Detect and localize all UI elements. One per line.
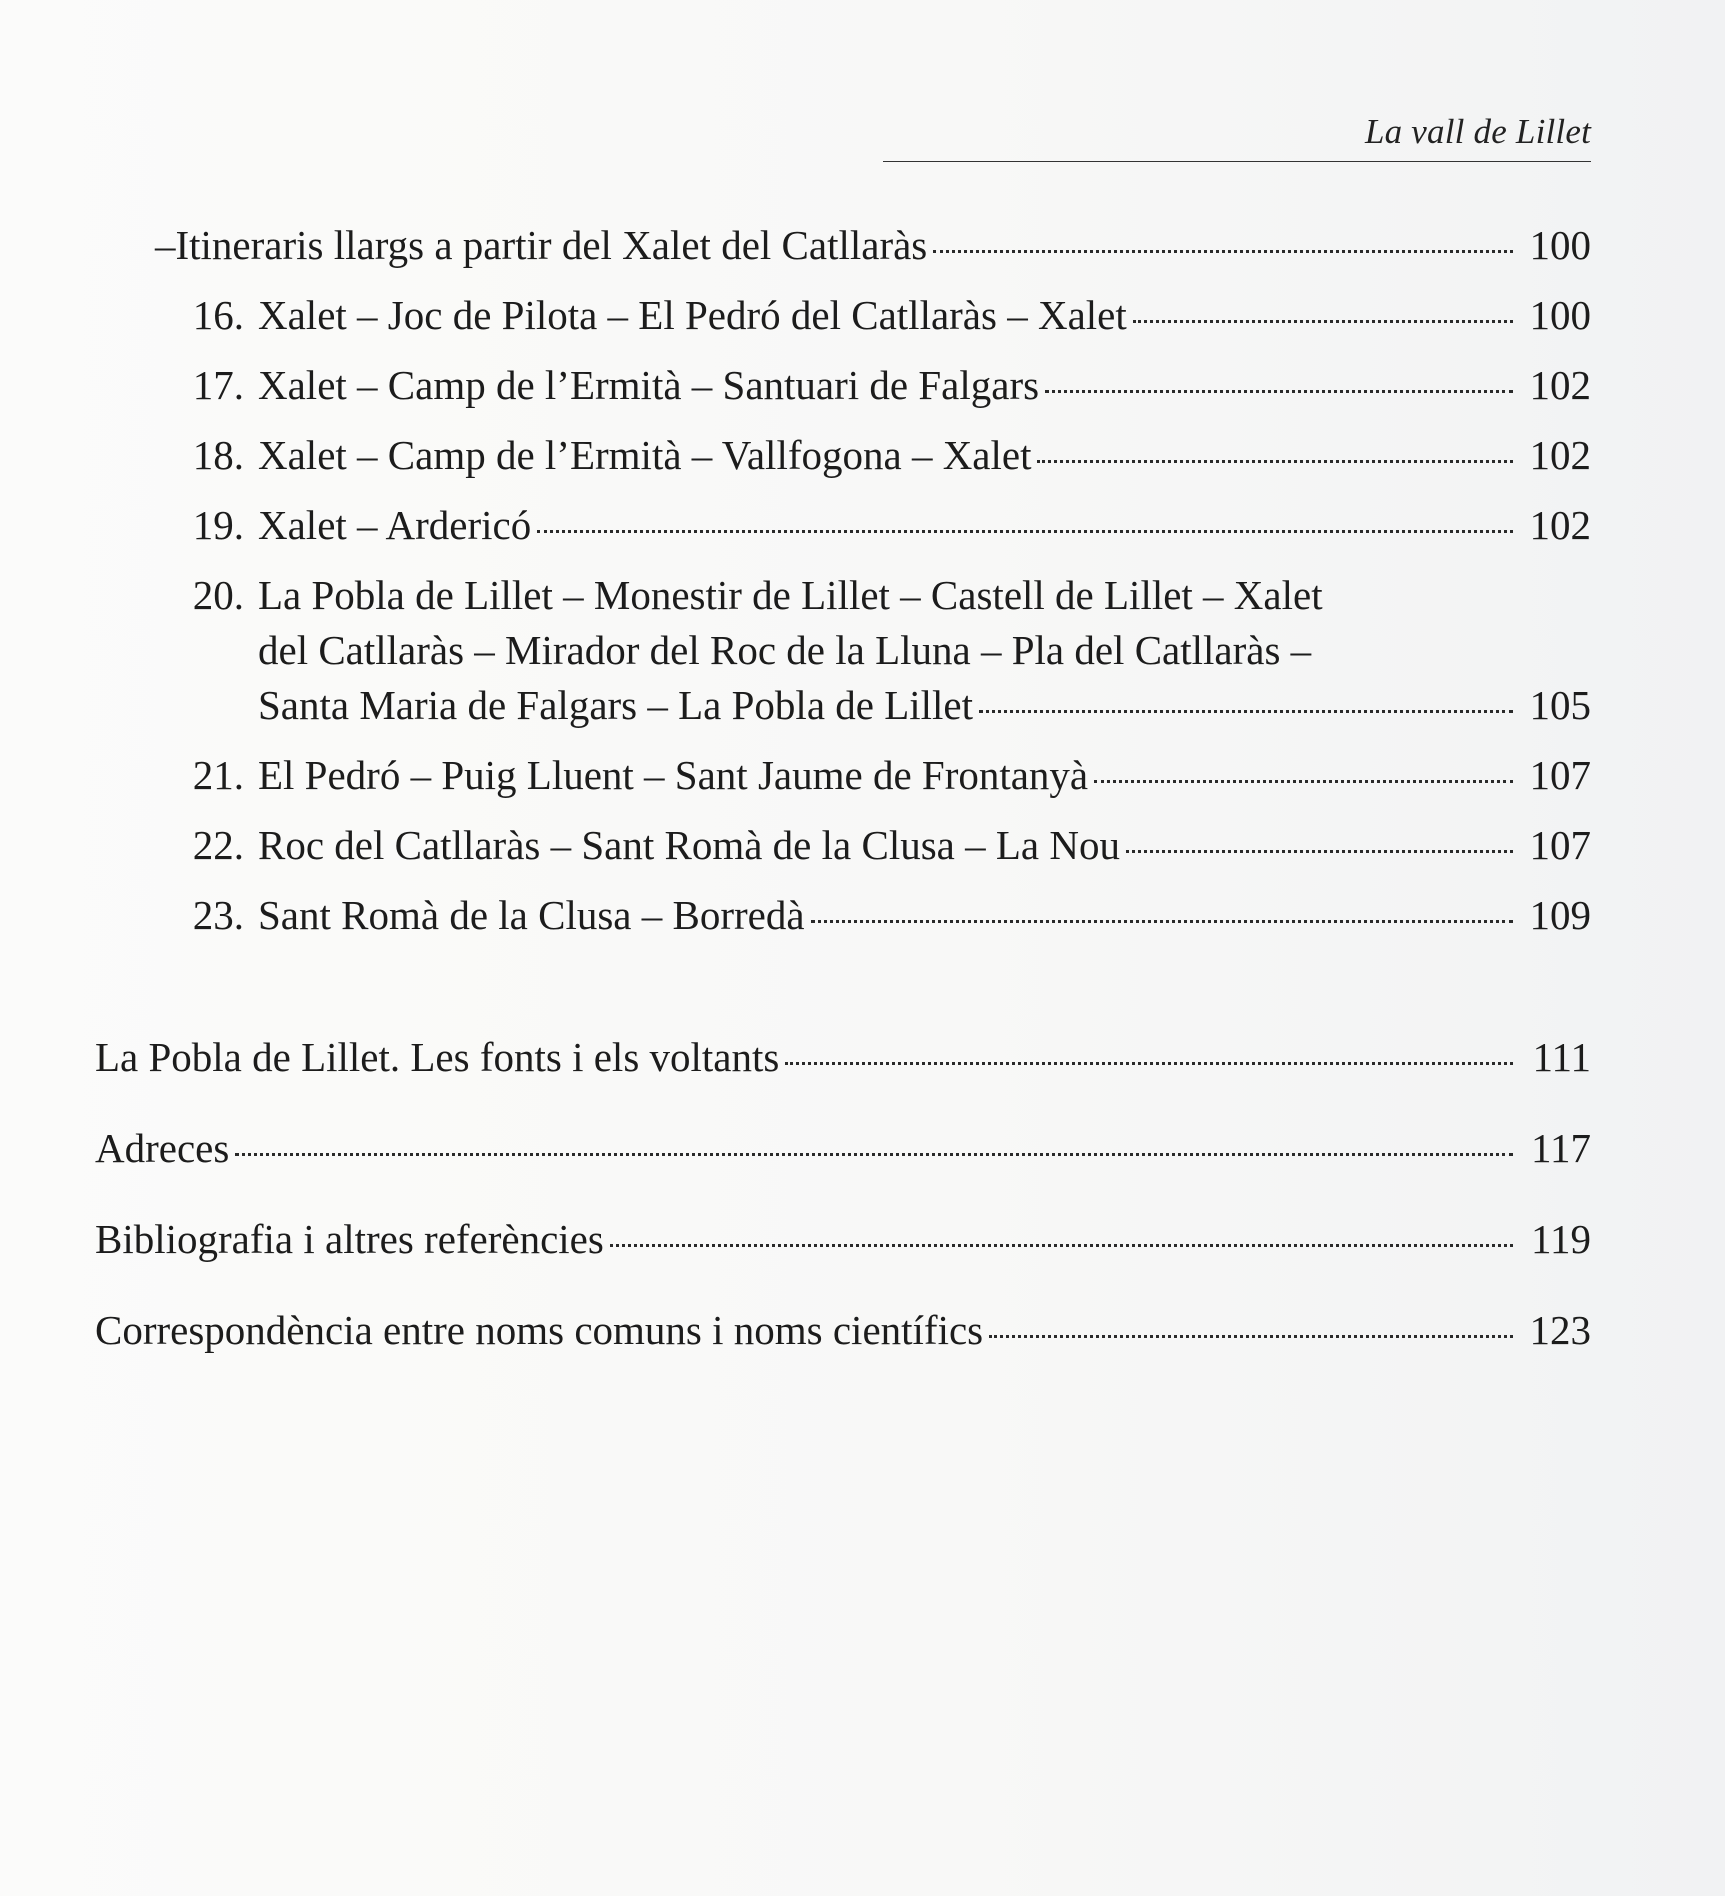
dot-leader	[1094, 780, 1513, 783]
toc-entry-label: Xalet – Ardericó	[258, 502, 532, 548]
toc-entry-number: 21.	[192, 752, 244, 798]
toc-entry-label: Adreces	[95, 1125, 230, 1171]
toc-page-number: 102	[1529, 362, 1591, 408]
toc-entry-label: El Pedró – Puig Lluent – Sant Jaume de Frontanyà	[258, 752, 1089, 798]
toc-entry-label: Sant Romà de la Clusa – Borredà	[258, 892, 805, 938]
header-rule	[883, 161, 1591, 162]
dot-leader	[989, 1335, 1513, 1338]
toc-page-number: 109	[1529, 892, 1591, 938]
running-head: La vall de Lillet	[1364, 112, 1591, 151]
toc-page-number: 100	[1529, 292, 1591, 338]
toc-page-number: 100	[1529, 222, 1591, 268]
toc-entry-label-line-1: La Pobla de Lillet – Monestir de Lillet – Castell de Lillet – Xalet	[258, 572, 1323, 618]
toc-entry-adreces[interactable]	[95, 1121, 1591, 1175]
toc-page-number: 107	[1529, 822, 1591, 868]
dot-leader	[979, 710, 1513, 713]
toc-entry-correspondencia[interactable]	[95, 1303, 1591, 1357]
toc-entry-bibliografia[interactable]	[95, 1212, 1591, 1266]
toc-entry-17[interactable]	[174, 358, 1591, 412]
toc-entry-label: Xalet – Camp de l’Ermità – Santuari de Falgars	[258, 362, 1040, 408]
toc-entry-number: 16.	[192, 292, 244, 338]
dot-leader	[537, 530, 1513, 533]
dot-leader	[785, 1062, 1513, 1065]
toc-entry-20-last-line[interactable]	[258, 678, 1591, 732]
toc-entry-label: Xalet – Camp de l’Ermità – Vallfogona – Xalet	[258, 432, 1032, 478]
dot-leader	[610, 1244, 1513, 1247]
toc-entry-label: Correspondència entre noms comuns i noms científics	[95, 1307, 984, 1353]
toc-entry-number: 22.	[192, 822, 244, 868]
toc-entry-22[interactable]	[174, 818, 1591, 872]
toc-entry-number: 19.	[192, 502, 244, 548]
toc-entry-label: La Pobla de Lillet. Les fonts i els voltants	[95, 1034, 780, 1080]
dot-leader	[933, 250, 1513, 253]
toc-page-number: 102	[1529, 502, 1591, 548]
dot-leader	[1037, 460, 1513, 463]
toc-entry-21[interactable]	[174, 748, 1591, 802]
toc-entry-label: Bibliografia i altres referències	[95, 1216, 604, 1262]
toc-entry-label-line-2: del Catllaràs – Mirador del Roc de la Lluna – Pla del Catllaràs –	[258, 627, 1312, 673]
toc-page-number: 111	[1532, 1034, 1591, 1080]
toc-entry-number: 23.	[192, 892, 244, 938]
toc-page-number: 102	[1529, 432, 1591, 478]
toc-page-number: 119	[1531, 1216, 1591, 1262]
toc-entry-number: 18.	[192, 432, 244, 478]
toc-page-number: 117	[1531, 1125, 1591, 1171]
toc-page-number: 107	[1529, 752, 1591, 798]
dot-leader	[1133, 320, 1513, 323]
dot-leader	[811, 920, 1513, 923]
toc-entry-label: Xalet – Joc de Pilota – El Pedró del Catllaràs – Xalet	[258, 292, 1127, 338]
toc-entry-number: 20.	[192, 572, 244, 618]
toc-entry-16[interactable]	[174, 288, 1591, 342]
toc-entry-18[interactable]	[174, 428, 1591, 482]
dot-leader	[235, 1153, 1513, 1156]
toc-entry-20[interactable]	[192, 568, 1323, 678]
toc-entry-label-line-3: Santa Maria de Falgars – La Pobla de Lillet	[258, 682, 974, 728]
toc-entry-number: 17.	[192, 362, 244, 408]
toc-entry-label: –Itineraris llargs a partir del Xalet del Catllaràs	[155, 222, 928, 268]
toc-page-number: 123	[1529, 1307, 1591, 1353]
toc-entry-itineraris-llargs[interactable]	[155, 218, 1591, 272]
toc-entry-19[interactable]	[174, 498, 1591, 552]
toc-entry-23[interactable]	[174, 888, 1591, 942]
dot-leader	[1126, 850, 1513, 853]
toc-entry-label: Roc del Catllaràs – Sant Romà de la Clusa – La Nou	[258, 822, 1120, 868]
toc-entry-la-pobla-de-lillet[interactable]	[95, 1030, 1591, 1084]
dot-leader	[1045, 390, 1513, 393]
toc-page-number: 105	[1529, 682, 1591, 728]
